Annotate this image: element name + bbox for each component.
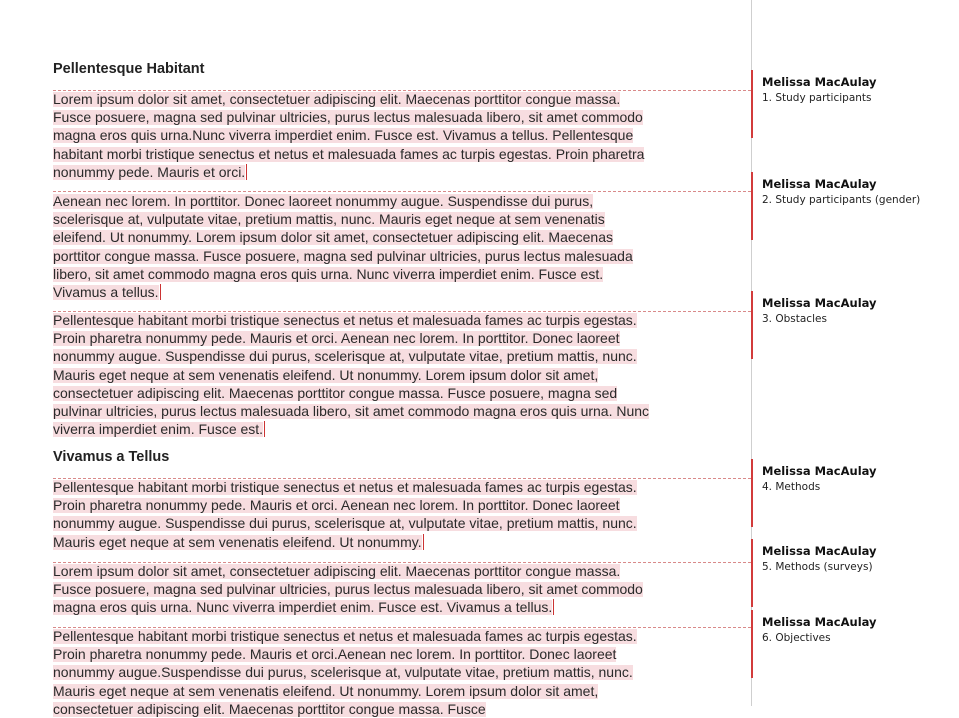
comment-accent-bar <box>751 70 753 138</box>
comment-range-end-marker <box>246 164 247 180</box>
comment-author: Melissa MacAulay <box>762 544 877 558</box>
comment-text: 5. Methods (surveys) <box>762 561 873 573</box>
paragraph-text: Pellentesque habitant morbi tristique senectus et netus et malesuada fames ac turpis egestas. Proin pharetra nonummy pede. Mauris et orci. Aenean nec lorem. In porttitor. Donec laoreet nonummy augue. Suspendisse dui purus, scelerisque at, vulputate vitae, pretium mattis, nunc. Mauris eget neque at sem venenatis eleifend. Ut nonummy. Lorem ipsum dolor sit amet, consectetuer adipiscing elit. Maecenas porttitor congue massa. Fusce posuere, magna sed pulvinar ultricies, purus lectus malesuada libero, sit amet commodo magna eros quis urna. Nunc viverra imperdiet enim. Fusce est. <box>53 312 650 438</box>
comment-range-end-marker <box>264 421 265 437</box>
comment-connector-line <box>53 562 751 563</box>
comment-author: Melissa MacAulay <box>762 296 877 310</box>
paragraph-text: Lorem ipsum dolor sit amet, consectetuer adipiscing elit. Maecenas porttitor congue massa. Fusce posuere, magna sed pulvinar ultricies, purus lectus malesuada libero, sit amet commodo magna eros quis urna. Nunc viverra imperdiet enim. Fusce est. Vivamus a tellus. <box>53 563 643 616</box>
comment-range-end-marker <box>160 284 161 300</box>
commented-paragraph-1[interactable] <box>53 90 655 181</box>
commented-paragraph-4[interactable] <box>53 478 655 551</box>
comment-accent-bar <box>751 172 753 240</box>
comment-text: 3. Obstacles <box>762 313 827 325</box>
comment-balloon-1[interactable] <box>751 70 959 138</box>
comment-accent-bar <box>751 459 753 527</box>
comment-accent-bar <box>751 539 753 607</box>
comment-author: Melissa MacAulay <box>762 75 877 89</box>
heading-vivamus-a-tellus: Vivamus a Tellus <box>53 449 170 465</box>
comment-balloon-6[interactable] <box>751 610 959 678</box>
comment-text: 6. Objectives <box>762 632 831 644</box>
comment-accent-bar <box>751 610 753 678</box>
paragraph-text: Pellentesque habitant morbi tristique senectus et netus et malesuada fames ac turpis egestas. Proin pharetra nonummy pede. Mauris et orci. Aenean nec lorem. In porttitor. Donec laoreet nonummy augue. Suspendisse dui purus, scelerisque at, vulputate vitae, pretium mattis, nunc. Mauris eget neque at sem venenatis eleifend. Ut nonummy. <box>53 479 637 550</box>
comment-range-end-marker <box>423 534 424 550</box>
commented-paragraph-2[interactable] <box>53 192 655 301</box>
comment-connector-line <box>53 627 751 628</box>
comment-text: 1. Study participants <box>762 92 872 104</box>
comment-range-end-marker <box>553 599 554 615</box>
comment-balloon-2[interactable] <box>751 172 959 240</box>
paragraph-text: Pellentesque habitant morbi tristique senectus et netus et malesuada fames ac turpis egestas. Proin pharetra nonummy pede. Mauris et orci.Aenean nec lorem. In porttitor. Donec laoreet nonummy augue.Suspendisse dui purus, scelerisque at, vulputate vitae, pretium mattis, nunc. Mauris eget neque at sem venenatis eleifend. Ut nonummy. Lorem ipsum dolor sit amet, consectetuer adipiscing elit. Maecenas porttitor congue massa. Fusce <box>53 628 637 717</box>
commented-paragraph-3[interactable] <box>53 311 655 438</box>
comment-author: Melissa MacAulay <box>762 615 877 629</box>
paragraph-text: Lorem ipsum dolor sit amet, consectetuer adipiscing elit. Maecenas porttitor congue massa. Fusce posuere, magna sed pulvinar ultricies, purus lectus malesuada libero, sit amet commodo magna eros quis urna.Nunc viverra imperdiet enim. Fusce est. Vivamus a tellus. Pellentesque habitant morbi tristique senectus et netus et malesuada fames ac turpis egestas. Proin pharetra nonummy pede. Mauris et orci. <box>53 91 645 180</box>
comment-connector-line <box>53 311 751 312</box>
paragraph-text: Aenean nec lorem. In porttitor. Donec laoreet nonummy augue. Suspendisse dui purus, scelerisque at, vulputate vitae, pretium mattis, nunc. Mauris eget neque at sem venenatis eleifend. Ut nonummy. Lorem ipsum dolor sit amet, consectetuer adipiscing elit. Maecenas porttitor congue massa. Fusce posuere, magna sed pulvinar ultricies, purus lectus malesuada libero, sit amet commodo magna eros quis urna. Nunc viverra imperdiet enim. Fusce est. Vivamus a tellus. <box>53 193 633 301</box>
commented-paragraph-5[interactable] <box>53 562 655 617</box>
comment-connector-line <box>53 478 751 479</box>
comment-author: Melissa MacAulay <box>762 464 877 478</box>
comment-balloon-3[interactable] <box>751 291 959 359</box>
comment-text: 2. Study participants (gender) <box>762 194 921 206</box>
comment-balloon-4[interactable] <box>751 459 959 527</box>
heading-pellentesque-habitant: Pellentesque Habitant <box>53 61 205 77</box>
commented-paragraph-6[interactable] <box>53 627 655 718</box>
comment-connector-line <box>53 191 751 192</box>
comment-accent-bar <box>751 291 753 359</box>
comment-balloon-5[interactable] <box>751 539 959 607</box>
comment-connector-line <box>53 90 751 91</box>
comment-author: Melissa MacAulay <box>762 177 877 191</box>
comment-text: 4. Methods <box>762 481 821 493</box>
